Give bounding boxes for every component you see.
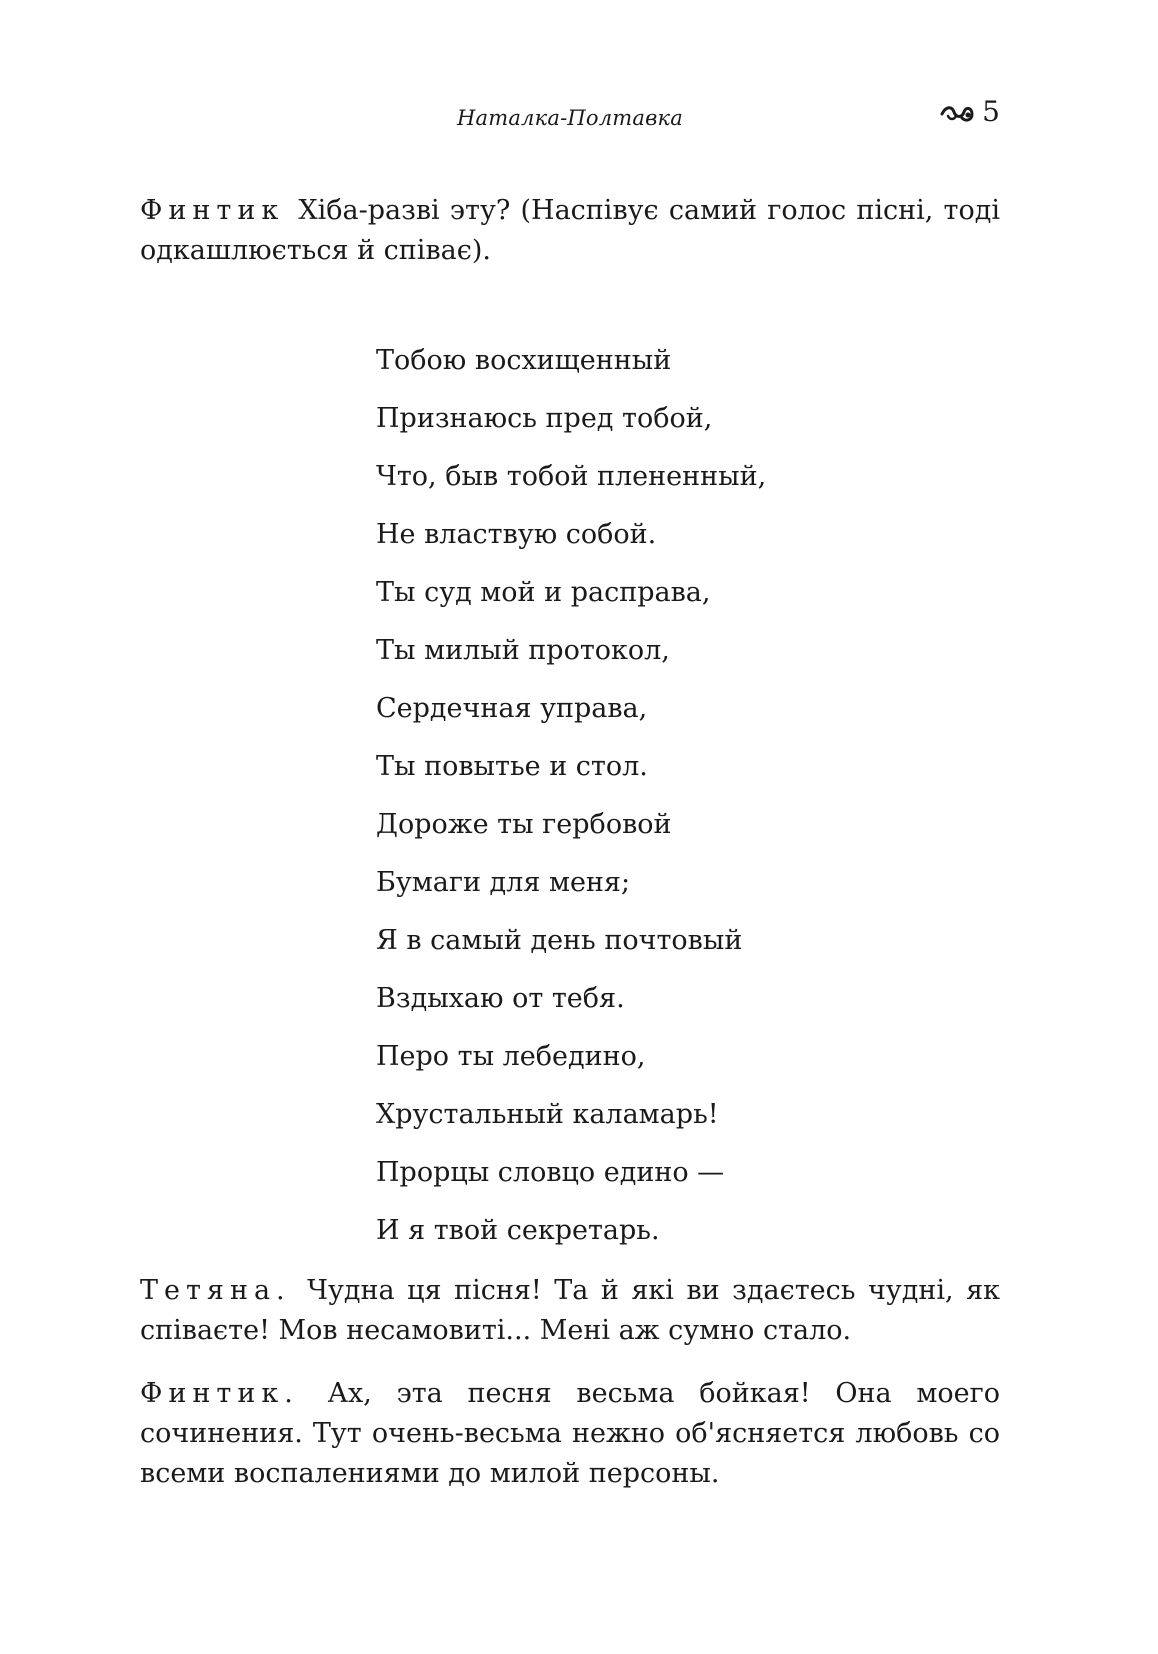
page-number: 5 [982,95,1000,128]
poem-line: Прорцы словцо едино — [376,1157,725,1188]
speaker-name: Финтик. [140,1378,299,1409]
poem-line: Дороже ты гербовой [376,809,672,840]
poem-line: Ты суд мой и расправа, [376,577,711,608]
poem-line: Признаюсь пред тобой, [376,403,713,434]
poem-line: Что, быв тобой плененный, [376,461,767,492]
poem-line: Вздыхаю от тебя. [376,983,625,1014]
paragraph-fintik-2 [140,1374,1000,1494]
poem-line: Я в самый день почтовый [376,925,743,956]
poem-line: Хрустальный каламарь! [376,1099,719,1130]
poem-line: Ты милый протокол, [376,635,670,666]
poem-line: Перо ты лебедино, [376,1041,646,1072]
poem-line: И я твой секретарь. [376,1215,660,1246]
paragraph-fintik-1 [140,191,1000,271]
running-title: Наталка-Полтавка [456,106,684,130]
speaker-name: Тетяна. [140,1275,291,1306]
poem-stanza [376,341,766,1269]
poem-line: Бумаги для меня; [376,867,631,898]
paragraph-text: Чудна ця пісня! Та й які ви здаєтесь чудні, як співаєте! Мов несамовиті... Мені аж сумно стало. [140,1275,1000,1346]
poem-line: Не властвую собой. [376,519,657,550]
page-number-group [940,95,1000,128]
paragraph-tetiana [140,1271,1000,1351]
poem-line: Тобою восхищенный [376,345,672,376]
fleuron-ornament-icon [940,100,974,124]
paragraph-text: Ах, эта песня весьма бойкая! Она моего сочинения. Тут очень-весьма нежно об'ясняется любовь со всеми воспалениями до милой персоны. [140,1378,1000,1489]
paragraph-text: Хіба-разві эту? (Наспівує самий голос пісні, тоді одкашлюється й співає). [140,195,1000,266]
speaker-name: Финтик [140,195,285,226]
poem-line: Ты повытье и стол. [376,751,648,782]
poem-line: Сердечная управа, [376,693,648,724]
page-header [140,95,1000,138]
